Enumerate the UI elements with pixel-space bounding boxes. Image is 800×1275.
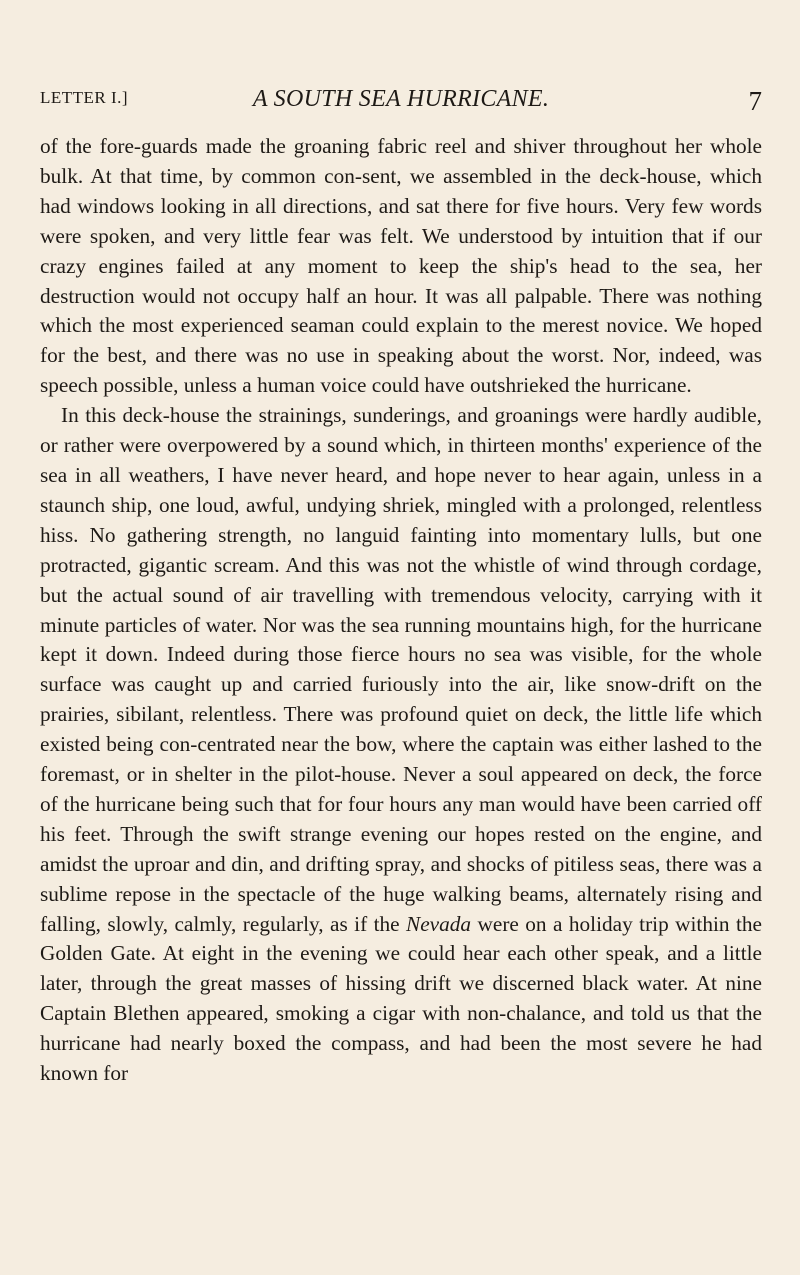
- paragraph-2: [40, 401, 762, 1089]
- paragraph-text: were on a holiday trip within the Golden Gate. At eight in the evening we could hear each other speak, and a little later, through the great masses of hissing drift we discerned black water. At nine Captain Blethen appeared, smoking a cigar with non-chalance, and told us that the hurricane had nearly boxed the compass, and had been the most severe he had known for: [40, 911, 762, 1086]
- page-header-title: A SOUTH SEA HURRICANE.: [252, 86, 550, 112]
- paragraph-text: In this deck-house the strainings, sunderings, and groanings were hardly audible, or rather were overpowered by a sound which, in thirteen months' experience of the sea in all weathers, I have never heard, and hope never to hear again, unless in a staunch ship, one loud, awful, undying shriek, mingled with a prolonged, relentless hiss. No gathering strength, no languid fainting into momentary lulls, but one protracted, gigantic scream. And this was not the whistle of wind through cordage, but the actual sound of air travelling with tremendous velocity, carrying with it minute particles of water. Nor was the sea running mountains high, for the hurricane kept it down. Indeed during those fierce hours no sea was visible, for the whole surface was caught up and carried furiously into the air, like snow-drift on the prairies, sibilant, relentless. There was profound quiet on deck, the little life which existed being con-centrated near the bow, where the captain was either lashed to the foremast, or in shelter in the pilot-house. Never a soul appeared on deck, the force of the hurricane being such that for four hours any man would have been carried off his feet. Through the swift strange evening our hopes rested on the engine, and amidst the uproar and din, and drifting spray, and shocks of pitiless seas, there was a sublime repose in the spectacle of the huge walking beams, alternately rising and falling, slowly, calmly, regularly, as if the: [40, 403, 762, 936]
- paragraph-text: of the fore-guards made the groaning fabric reel and shiver throughout her whole bulk. At that time, by common con-sent, we assembled in the deck-house, which had windows looking in all directions, and sat there for five hours. Very few words were spoken, and very little fear was felt. We understood by intuition that if our crazy engines failed at any moment to keep the ship's head to the sea, her destruction would not occupy half an hour. It was all palpable. There was nothing which the most experienced seaman could explain to the merest novice. We hoped for the best, and there was no use in speaking about the worst. Nor, indeed, was speech possible, unless a human voice could have outshrieked the hurricane.: [40, 134, 762, 398]
- body-text: [40, 132, 762, 1089]
- page-number: 7: [748, 86, 762, 116]
- paragraph-1: [40, 132, 762, 401]
- running-head: [40, 86, 762, 116]
- ship-name-italic: Nevada: [406, 911, 472, 936]
- chapter-reference: LETTER I.]: [40, 88, 129, 107]
